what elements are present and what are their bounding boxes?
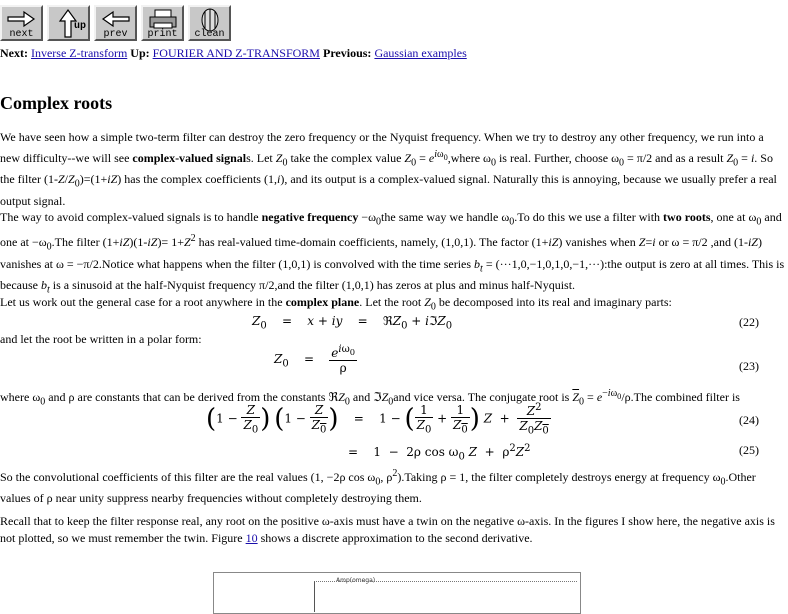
equation-22-number: (22): [739, 315, 759, 329]
paragraph-4: and let the root be written in a polar form:: [0, 332, 202, 346]
next-link[interactable]: Inverse Z-transform: [30, 46, 128, 60]
prev-button-label: prev: [103, 29, 128, 40]
equation-23-number: (23): [739, 359, 759, 373]
previous-link[interactable]: Gaussian examples: [374, 46, 467, 60]
print-button-label: print: [147, 29, 178, 40]
paragraph-5: where $\omega_0$ and ρ are constants that can be derived from the constants ℜZ$_0$ and ℑZ$_0$and vice versa. The conjugate root is $\overline{Z}_0 = e^{-i\omega_0}/\rho.The$ combined filter is: [0, 388, 740, 408]
equation-25-number: (25): [739, 443, 759, 457]
equation-23: $Z_0$ = $\frac{e^{i\omega_0}}{\rho}$: [274, 344, 356, 375]
prev-button[interactable]: [94, 5, 137, 41]
previous-label: Previous:: [322, 46, 372, 60]
next-button[interactable]: [0, 5, 43, 41]
printer-icon: [143, 7, 182, 31]
right-arrow-icon: [2, 7, 41, 31]
print-button[interactable]: [141, 5, 184, 41]
clean-button-label: clean: [194, 29, 225, 40]
figure-link[interactable]: 10: [245, 531, 258, 545]
paragraph-3: Let us work out the general case for a root anywhere in the complex plane. Let the root $Z_0$ be decomposed into its real and imaginary parts:: [0, 295, 672, 313]
clean-button[interactable]: [188, 5, 231, 41]
figure-axis-label: Amp(omega): [336, 577, 376, 584]
breadcrumb: [0, 46, 467, 61]
equation-22: $Z_0$ = x + iy = ℜZ$_0$ + iℑZ$_0$: [252, 314, 453, 332]
next-label: Next:: [0, 46, 28, 60]
paragraph-1: We have seen how a simple two-term filter can destroy the zero frequency or the Nyquist frequency. When we try to destroy any other frequency, we run into a new difficulty--we will see complex-valued signals. Let $Z_0$ take the complex value $Z_0$ = $e^{i\omega_0},where$ $\omega_0$ is real. Further, choose $\omega_0 = \pi/2$ and as a result $Z_0 = i$. So the filter $(1-Z/Z_0)=(1+iZ)$ has the complex coefficients (1,i), and its output is a complex-valued signal. Naturally this is annoying, because we usually prefer a real output signal.: [0, 130, 777, 208]
equation-24-number: (24): [739, 413, 759, 427]
up-button-label: up: [73, 21, 86, 32]
figure-preview: [213, 572, 581, 614]
up-label: Up:: [130, 46, 150, 60]
page-title: Complex roots: [0, 93, 113, 113]
up-button[interactable]: [47, 5, 90, 41]
next-button-label: next: [9, 29, 34, 40]
left-arrow-icon: [96, 7, 135, 31]
up-link[interactable]: FOURIER AND Z-TRANSFORM: [152, 46, 320, 60]
figure-axis: [314, 581, 577, 612]
equation-24: (1 − $\frac{Z}{Z_0}$ ) (1 − $\frac{Z}{Z_0}$ ) = 1 − ( $\frac{1}{Z_0}$ + $\frac{1}{Z_0}$ ) Z + $\frac{Z^2}{Z_0Z_0}$: [206, 402, 549, 437]
paragraph-2: The way to avoid complex-valued signals is to handle negative frequency $-\omega_0the$ same way we handle $\omega_0.To$ do this we use a filter with two roots, one at $\omega_0$ and one at $-\omega_0.The$ filter $(1+iZ)(1-iZ)= 1+Z^2$ has real-valued time-domain coefficients, namely, (1,0,1). The factor (1+iZ) vanishes when Z=i or ω = π/2 ,and (1-iZ) vanishes at ω = −π/2.Notice what happens when the filter (1,0,1) is convolved with the time series $b_t$ = (···1,0,−1,0,1,0,−1,···):the output is zero at all times. This is because $b_t$ is a sinusoid at the half-Nyquist frequency π/2,and the filter (1,0,1) has zeros at plus and minus half-Nyquist.: [0, 210, 785, 296]
paragraph-7: Recall that to keep the filter response real, any root on the positive ω-axis must have a twin on the negative ω-axis. In the figures I show here, the negative axis is not plotted, so we must remember the twin. Figure 10 shows a discrete approximation to the second derivative.: [0, 514, 775, 545]
paragraph-6: So the convolutional coefficients of this filter are the real values (1, −2ρ $\cos \omega_0$, $\rho^2).Taking$ ρ = 1, the filter completely destroys energy at frequency $\omega_0.Other$ values of ρ near unity suppress nearby frequencies without completely destroying them.: [0, 468, 756, 506]
equation-25: = 1 − 2ρ $\cos \omega_0$ $Z + \rho^2Z^2$: [348, 443, 531, 463]
